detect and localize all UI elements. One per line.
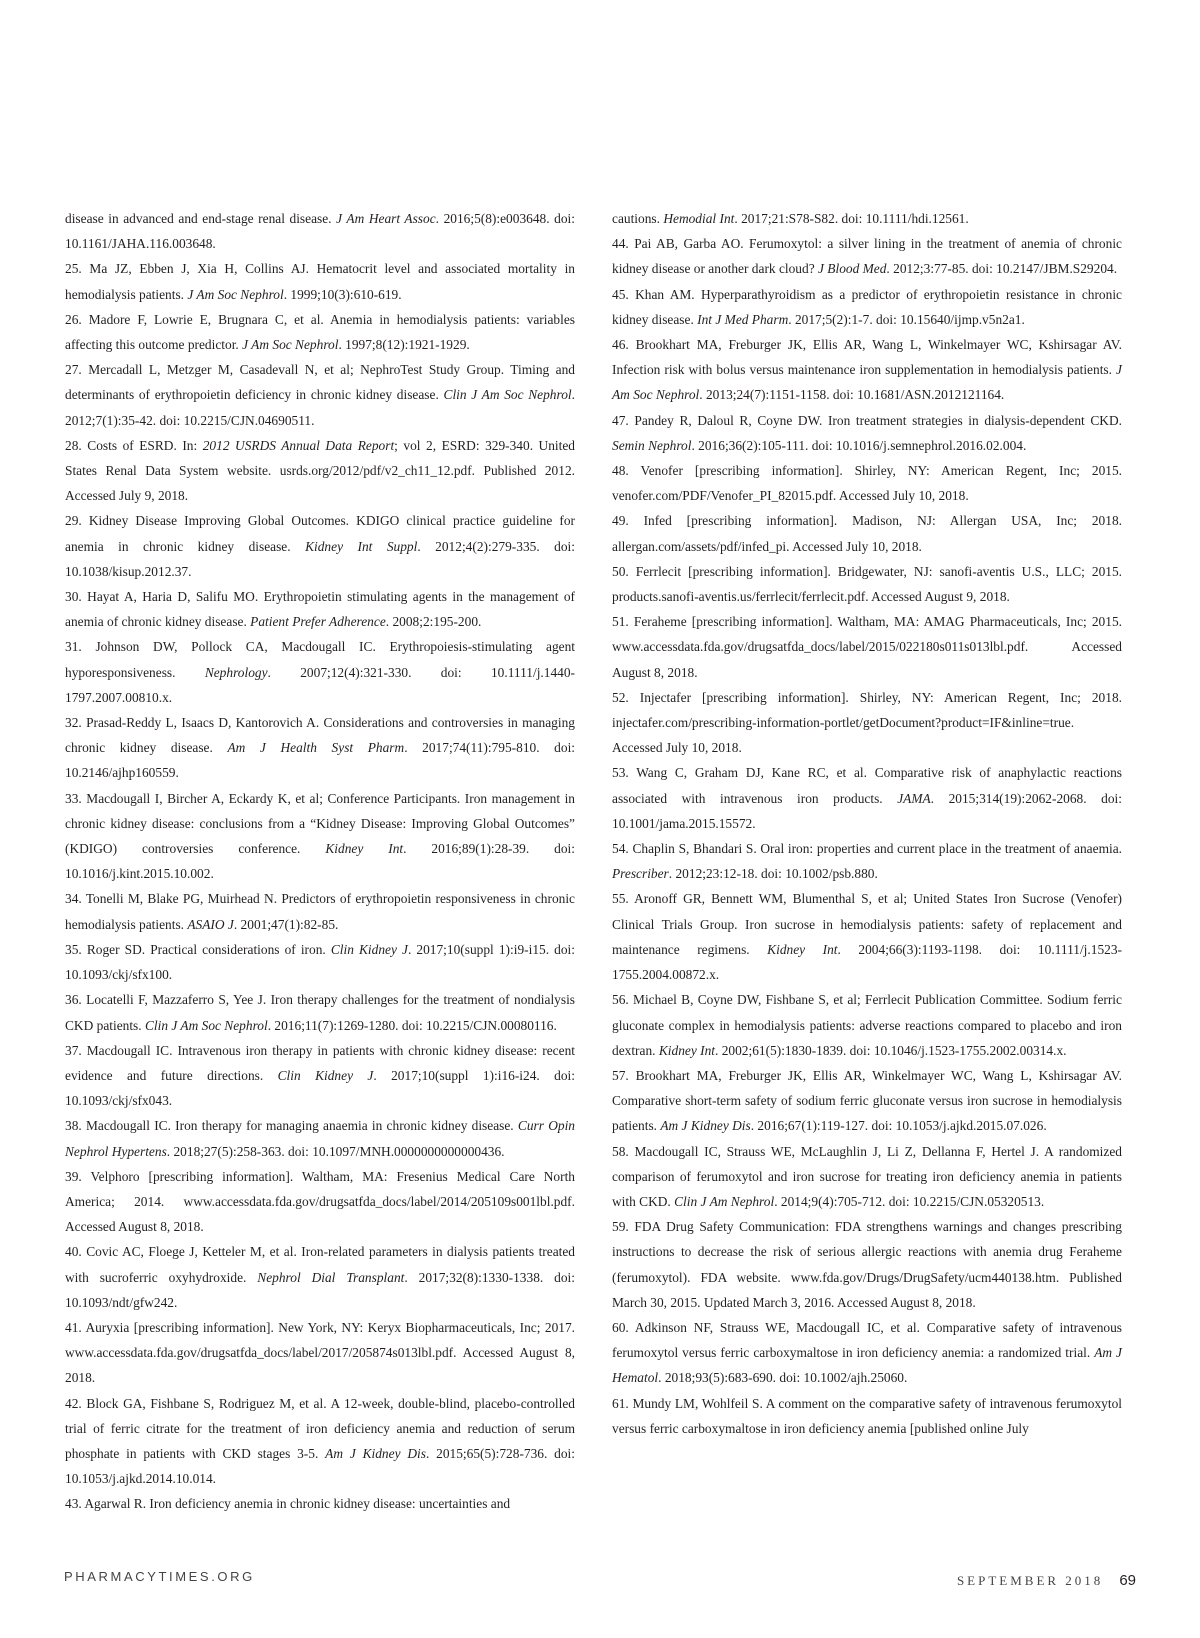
reference-text: cautions. [612,211,664,226]
reference-entry [65,937,575,987]
reference-number: 34. [65,891,82,907]
reference-journal: J Am Soc Nephrol [242,337,339,353]
reference-journal: Am J Kidney Dis [660,1118,751,1134]
reference-entry [612,760,1122,836]
reference-number: 33. [65,790,82,806]
reference-details: . 2007;12(4):321-330. doi: 10.1111/j.1440-1797.2007.00810.x. [65,664,576,705]
reference-text: Tonelli M, Blake PG, Muirhead N. Predictors of erythropoietin responsiveness in chronic hemodialysis patients. [65,891,575,932]
reference-number: 51. [612,614,629,630]
reference-text: Mundy LM, Wohlfeil S. A comment on the comparative safety of intravenous ferumoxytol versus ferric carboxymaltose in iron deficiency anemia [published online July [612,1395,1122,1436]
reference-text: Auryxia [prescribing information]. New York, NY: Keryx Biopharmaceuticals, Inc; 2017. www.accessdata.fda.gov/drugsatfda_docs/label/2017/205874s013lbl.pdf. Accessed August 8, 2018. [65,1319,576,1386]
reference-entry [612,609,1122,685]
reference-text: Macdougall IC, Strauss WE, McLaughlin J, Li Z, Dellanna F, Hertel J. A randomized comparison of ferumoxytol and iron sucrose for treating iron deficiency anemia in patients with CKD. [612,1143,1122,1209]
reference-number: 59. [612,1219,629,1235]
reference-entry [65,786,575,887]
reference-entry [65,987,575,1037]
reference-text: Prasad-Reddy L, Isaacs D, Kantorovich A. Considerations and controversies in managing chronic kidney disease. [65,715,575,756]
reference-text: Hayat A, Haria D, Salifu MO. Erythropoietin stimulating agents in the management of anemia of chronic kidney disease. [65,589,575,630]
reference-details: . 2004;66(3):1193-1198. doi: 10.1111/j.1523-1755.2004.00872.x. [612,941,1122,983]
reference-entry [65,710,575,786]
reference-journal: Nephrol Dial Transplant [257,1269,405,1285]
reference-text: Kidney Disease Improving Global Outcomes. KDIGO clinical practice guideline for anemia in chronic kidney disease. [65,513,575,554]
reference-number: 36. [65,992,82,1008]
reference-text: Mercadall L, Metzger M, Casadevall N, et al; NephroTest Study Group. Timing and determinants of erythropoietin deficiency in chronic kidney disease. [65,362,575,403]
reference-entry [65,1239,575,1315]
reference-number: 53. [612,765,629,781]
reference-text: FDA Drug Safety Communication: FDA strengthens warnings and changes prescribing instructions to decrease the risk of serious allergic reactions with anemia drug Feraheme (ferumoxytol). FDA website. www.fda.gov/Drugs/DrugSafety/ucm440138.htm. Published March 30, 2015. Updated March 3, 2016. Accessed August 8, 2018. [612,1219,1122,1310]
reference-journal: Clin J Am Nephrol [674,1193,775,1209]
reference-entry [65,1315,575,1391]
reference-details: . 2016;67(1):119-127. doi: 10.1053/j.ajkd.2015.07.026. [750,1118,1047,1134]
reference-text: Ma JZ, Ebben J, Xia H, Collins AJ. Hematocrit level and associated mortality in hemodialysis patients. [65,261,575,302]
reference-details: . 2018;93(5):683-690. doi: 10.1002/ajh.25060. [658,1370,908,1386]
reference-details: . 2017;10(suppl 1):i9-i15. doi: 10.1093/ckj/sfx100. [65,941,575,983]
reference-details: . 2002;61(5):1830-1839. doi: 10.1046/j.1523-1755.2002.00314.x. [715,1042,1067,1058]
reference-journal: Am J Kidney Dis [325,1445,426,1461]
issue-date: SEPTEMBER 2018 [956,1573,1104,1588]
reference-journal: Am J Hematol [612,1345,1122,1386]
reference-number: 42. [65,1395,82,1411]
reference-text: Brookhart MA, Freburger JK, Ellis AR, Winkelmayer WC, Wang L, Kshirsagar AV. Comparative short-term safety of sodium ferric gluconate versus iron sucrose in hemodialysis patients. [612,1067,1122,1134]
reference-number: 27. [65,362,82,378]
reference-details: . 2016;36(2):105-111. doi: 10.1016/j.semnephrol.2016.02.004. [691,437,1027,453]
reference-details: . 2017;21:S78-S82. doi: 10.1111/hdi.12561. [734,211,969,226]
reference-details: . 2017;10(suppl 1):i16-i24. doi: 10.1093/ckj/sfx043. [65,1067,575,1109]
reference-entry [612,508,1122,558]
reference-details: . 2016;5(8):e003648. doi: 10.1161/JAHA.116.003648. [65,211,575,252]
reference-number: 39. [65,1168,82,1184]
reference-details: . 2017;74(11):795-810. doi: 10.2146/ajhp160559. [65,740,576,781]
reference-text: Venofer [prescribing information]. Shirley, NY: American Regent, Inc; 2015. venofer.com/PDF/Venofer_PI_82015.pdf. Accessed July 10, 2018. [612,463,1123,504]
reference-journal: Curr Opin Nephrol Hypertens [65,1118,575,1159]
reference-text: Macdougall IC. Iron therapy for managing anaemia in chronic kidney disease. [86,1118,518,1134]
reference-number: 31. [65,639,82,655]
reference-number: 57. [612,1067,629,1083]
reference-journal: Patient Prefer Adherence [250,614,386,630]
reference-entry [612,231,1122,281]
reference-number: 38. [65,1118,82,1134]
reference-text: Ferrlecit [prescribing information]. Bridgewater, NJ: sanofi-aventis U.S., LLC; 2015. products.sanofi-aventis.us/ferrlecit/ferrlecit.pdf. Accessed August 9, 2018. [612,563,1122,605]
reference-journal: Clin J Am Soc Nephrol [443,387,572,403]
reference-text: disease in advanced and end-stage renal disease. [65,211,337,226]
reference-number: 56. [612,992,629,1008]
reference-text: Pai AB, Garba AO. Ferumoxytol: a silver lining in the treatment of anemia of chronic kidney disease or another dark cloud? [612,236,1122,277]
reference-entry [65,634,575,710]
reference-journal: Semin Nephrol [612,437,692,453]
reference-details: . 1997;8(12):1921-1929. [338,337,470,353]
reference-number: 32. [65,715,82,731]
reference-number: 61. [612,1395,629,1411]
reference-journal: Am J Health Syst Pharm [227,740,405,756]
reference-text: Block GA, Fishbane S, Rodriguez M, et al. A 12-week, double-blind, placebo-controlled trial of ferric citrate for the treatment of iron deficiency anemia and reduction of serum phosphate in patients with CKD stages 3-5. [65,1395,575,1461]
reference-journal: Kidney Int [767,941,838,957]
reference-entry [612,1315,1122,1391]
reference-entry [612,886,1122,987]
reference-number: 52. [612,689,629,705]
reference-entry [612,1063,1122,1139]
reference-details: . 2015;314(19):2062-2068. doi: 10.1001/jama.2015.15572. [612,790,1122,831]
references-column-right [612,206,1122,1441]
reference-text: Velphoro [prescribing information]. Waltham, MA: Fresenius Medical Care North America; 2014. www.accessdata.fda.gov/drugsatfda_docs/label/2014/205109s001lbl.pdf. Accessed August 8, 2018. [65,1168,576,1235]
reference-entry [612,1391,1122,1441]
reference-journal: Hemodial Int [663,211,735,226]
reference-number: 40. [65,1244,82,1260]
reference-entry [612,282,1122,332]
reference-details: . 2008;2:195-200. [385,614,482,630]
reference-number: 46. [612,337,629,353]
reference-details: . 2013;24(7):1151-1158. doi: 10.1681/ASN.2012121164. [699,387,1005,403]
reference-journal: Prescriber [612,866,669,882]
reference-entry [612,458,1122,508]
reference-journal: Kidney Int [658,1042,716,1058]
reference-text: Macdougall I, Bircher A, Eckardy K, et al; Conference Participants. Iron management in chronic kidney disease: conclusions from a “Kidney Disease: Improving Global Outcomes” (KDIGO) controversies conference. [65,790,575,857]
reference-number: 54. [612,841,629,857]
reference-entry [65,886,575,936]
reference-journal: Kidney Int Suppl [305,538,418,554]
reference-entry [65,508,575,584]
reference-details: . 2014;9(4):705-712. doi: 10.2215/CJN.05320513. [774,1193,1045,1209]
reference-entry [65,307,575,357]
reference-journal: Clin Kidney J [277,1067,374,1083]
reference-journal: Kidney Int [325,841,404,857]
reference-text: Madore F, Lowrie E, Brugnara C, et al. Anemia in hemodialysis patients: variables affecting this outcome predictor. [65,311,575,353]
reference-text: Aronoff GR, Bennett WM, Blumenthal S, et al; United States Iron Sucrose (Venofer) Clinical Trials Group. Iron sucrose in hemodialysis patients: safety of replacement and maintenance regimens. [612,891,1123,957]
reference-journal: J Am Heart Assoc [336,211,436,226]
reference-entry [612,987,1122,1063]
reference-number: 47. [612,412,629,428]
reference-text: Khan AM. Hyperparathyroidism as a predictor of erythropoietin resistance in chronic kidney disease. [612,286,1122,327]
reference-number: 45. [612,286,629,302]
reference-details: ; vol 2, ESRD: 329-340. United States Renal Data System website. usrds.org/2012/pdf/v2_ch11_12.pdf. Published 2012. Accessed July 9, 2018. [65,437,576,504]
reference-number: 60. [612,1319,629,1335]
reference-journal: Int J Med Pharm [697,311,789,327]
reference-entry [65,206,575,256]
reference-number: 28. [65,437,82,453]
reference-journal: Clin Kidney J [330,941,408,957]
reference-text: Adkinson NF, Strauss WE, Macdougall IC, et al. Comparative safety of intravenous ferumoxytol versus ferric carboxymaltose in iron deficiency anemia: a randomized trial. [612,1319,1122,1361]
footer-right [957,1572,1136,1589]
reference-number: 35. [65,941,82,957]
reference-journal: J Am Soc Nephrol [187,286,284,302]
reference-journal: Nephrology [204,664,268,680]
reference-text: Roger SD. Practical considerations of iron. [86,941,331,957]
reference-journal: ASAIO J [187,916,234,932]
reference-number: 29. [65,513,82,529]
reference-details: . 2015;65(5):728-736. doi: 10.1053/j.ajkd.2014.10.014. [65,1445,575,1487]
reference-number: 50. [612,563,629,579]
references-column-left [65,206,575,1517]
reference-number: 43. [65,1496,82,1512]
reference-text: Locatelli F, Mazzaferro S, Yee J. Iron therapy challenges for the treatment of nondialysis CKD patients. [65,992,575,1033]
footer-site: PHARMACYTIMES.ORG [64,1569,255,1584]
reference-entry [65,256,575,306]
reference-entry [65,584,575,634]
reference-text: Michael B, Coyne DW, Fishbane S, et al; Ferrlecit Publication Committee. Sodium ferric gluconate complex in hemodialysis patients: adverse reactions compared to placebo and iron dextran. [612,992,1122,1058]
reference-entry [65,1391,575,1492]
reference-number: 49. [612,513,629,529]
reference-text: Injectafer [prescribing information]. Shirley, NY: American Regent, Inc; 2018. injectafer.com/prescribing-information-portlet/getDocument?product=IF&inline=true. Accessed July 10, 2018. [612,689,1122,756]
reference-number: 37. [65,1042,82,1058]
reference-details: . 2017;5(2):1-7. doi: 10.15640/ijmp.v5n2a1. [788,311,1025,327]
reference-details: . 2001;47(1):82-85. [233,916,339,932]
reference-details: . 2012;3:77-85. doi: 10.2147/JBM.S29204. [886,261,1118,277]
reference-entry [65,1164,575,1240]
page-number: 69 [1119,1572,1136,1589]
reference-details: . 2018;27(5):258-363. doi: 10.1097/MNH.0000000000000436. [166,1143,505,1159]
reference-journal: J Am Soc Nephrol [612,362,1122,403]
reference-entry [65,1491,575,1516]
reference-text: Feraheme [prescribing information]. Waltham, MA: AMAG Pharmaceuticals, Inc; 2015. www.accessdata.fda.gov/drugsatfda_docs/label/2015/022180s011s013lbl.pdf. Accessed August 8, 2018. [612,614,1122,680]
reference-number: 44. [612,236,629,252]
reference-entry [612,408,1122,458]
reference-details: . 2012;4(2):279-335. doi: 10.1038/kisup.2012.37. [65,538,575,579]
reference-number: 58. [612,1143,629,1159]
reference-text: Agarwal R. Iron deficiency anemia in chronic kidney disease: uncertainties and [84,1496,511,1512]
reference-text: Macdougall IC. Intravenous iron therapy in patients with chronic kidney disease: recent evidence and future directions. [65,1042,575,1083]
reference-journal: J Blood Med [818,261,887,277]
reference-entry [65,357,575,433]
reference-details: . 1999;10(3):610-619. [283,286,402,302]
reference-entry [65,1038,575,1114]
reference-entry [65,433,575,509]
reference-details: . 2016;11(7):1269-1280. doi: 10.2215/CJN.00080116. [267,1017,557,1033]
reference-number: 30. [65,589,82,605]
reference-entry [65,1113,575,1163]
reference-entry [612,559,1122,609]
reference-details: . 2016;89(1):28-39. doi: 10.1016/j.kint.2015.10.002. [65,841,575,882]
reference-text: Pandey R, Daloul R, Coyne DW. Iron treatment strategies in dialysis-dependent CKD. [634,412,1122,428]
reference-number: 41. [65,1319,82,1335]
reference-entry [612,685,1122,761]
reference-number: 25. [65,261,82,277]
reference-details: . 2012;7(1):35-42. doi: 10.2215/CJN.04690511. [65,387,575,428]
reference-text: Infed [prescribing information]. Madison, NJ: Allergan USA, Inc; 2018. allergan.com/assets/pdf/infed_pi. Accessed July 10, 2018. [612,513,1122,554]
reference-journal: Clin J Am Soc Nephrol [144,1017,268,1033]
reference-journal: 2012 USRDS Annual Data Report [202,437,395,453]
reference-entry [612,1139,1122,1215]
reference-journal: JAMA [897,790,931,806]
reference-number: 26. [65,311,82,327]
reference-text: Covic AC, Floege J, Ketteler M, et al. Iron-related parameters in dialysis patients treated with sucroferric oxyhydroxide. [65,1244,575,1285]
reference-text: Johnson DW, Pollock CA, Macdougall IC. Erythropoiesis-stimulating agent hyporesponsiveness. [65,639,575,680]
reference-text: Costs of ESRD. In: [87,437,203,453]
reference-number: 48. [612,463,629,479]
reference-text: Chaplin S, Bhandari S. Oral iron: properties and current place in the treatment of anaemia. [632,841,1122,857]
reference-text: Wang C, Graham DJ, Kane RC, et al. Comparative risk of anaphylactic reactions associated with intravenous iron products. [612,765,1122,806]
reference-entry [612,836,1122,886]
reference-number: 55. [612,891,629,907]
reference-entry [612,206,1122,231]
reference-entry [612,332,1122,408]
reference-details: . 2017;32(8):1330-1338. doi: 10.1093/ndt/gfw242. [65,1269,575,1310]
reference-text: Brookhart MA, Freburger JK, Ellis AR, Wang L, Winkelmayer WC, Kshirsagar AV. Infection risk with bolus versus maintenance iron supplementation in hemodialysis patients. [612,337,1122,378]
reference-details: . 2012;23:12-18. doi: 10.1002/psb.880. [668,866,878,882]
reference-entry [612,1214,1122,1315]
